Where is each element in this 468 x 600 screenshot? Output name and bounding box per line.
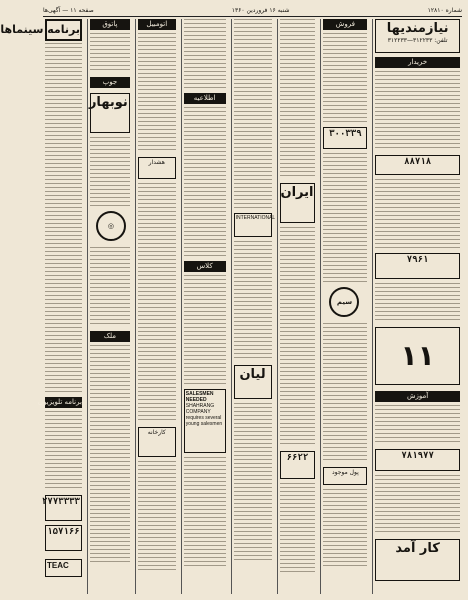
ad-box — [45, 525, 82, 551]
text-block — [234, 241, 272, 361]
ad-phone: ۶۶۲۲ — [286, 453, 309, 463]
ad-big-number: ۱۱ — [400, 339, 435, 372]
ad-box — [375, 155, 460, 175]
masthead — [43, 5, 462, 17]
teac-ad: TEAC — [45, 559, 82, 577]
column-8 — [0, 19, 84, 594]
classified-columns — [0, 19, 462, 594]
column-3 — [277, 19, 318, 594]
section-header-car: اتومبیل — [138, 19, 176, 30]
ad-phone: ۱۵۷۱۶۶ — [47, 527, 80, 537]
text-block — [280, 227, 316, 447]
ad-box-large — [375, 327, 460, 385]
ad-box — [280, 451, 316, 479]
text-block — [184, 275, 226, 385]
text-block — [280, 19, 316, 179]
text-block — [323, 33, 367, 123]
ad-box — [138, 427, 176, 457]
ad-box — [234, 213, 276, 237]
film-reel-logo: ◎ — [96, 211, 126, 241]
text-block — [375, 283, 460, 323]
column-6 — [135, 19, 178, 594]
text-block — [323, 489, 367, 569]
english-ad-body: SHAHRANG COMPANY requires several young salesmen — [185, 403, 223, 427]
text-block — [375, 179, 460, 249]
english-ad — [184, 389, 226, 453]
section-header-class: کلاس — [184, 261, 226, 272]
ad-title: نوبهار — [88, 95, 128, 110]
ad-box — [323, 127, 367, 149]
text-block — [323, 153, 367, 283]
ad-box — [375, 449, 460, 471]
section-header-buyer: خریدار — [375, 57, 460, 68]
ad-phone: ۳۰۰۳۳۹ — [329, 129, 362, 139]
ad-label: کارخانه — [147, 429, 166, 436]
stamp-logo: سیم — [329, 287, 359, 317]
ad-box — [375, 539, 460, 581]
ad-box — [323, 467, 367, 485]
section-header-jup: جوپ — [90, 77, 130, 88]
section-header-patogh: پاتوق — [90, 19, 130, 30]
classifieds-phone: تلفن: ۳۱۲۲۳۳—۳۱۲۲۳۳ — [387, 37, 448, 44]
ad-title: لیان — [239, 367, 266, 382]
text-block — [184, 19, 226, 89]
ad-label: پول موجود — [331, 469, 359, 476]
text-block — [280, 483, 316, 573]
page-label: صفحه ۱۱ — آگهی‌ها — [43, 7, 94, 14]
ad-box — [90, 93, 130, 133]
text-block — [375, 71, 460, 151]
text-block — [184, 107, 226, 257]
section-header-sale: فروش — [323, 19, 367, 30]
ad-title: ایران — [280, 185, 314, 200]
ad-phone: ۸۸۷۱۸ — [404, 157, 432, 167]
text-block — [138, 183, 176, 423]
ad-title: کار آمد — [395, 541, 440, 556]
text-block — [138, 461, 176, 571]
column-7 — [87, 19, 132, 594]
text-block — [234, 403, 272, 563]
text-block — [375, 405, 460, 445]
ad-phone: ۲۷۷۳۳۳۳ — [42, 497, 80, 507]
section-header-education: آموزش — [375, 391, 460, 402]
text-block — [234, 19, 272, 209]
english-ad-title: SALESMEN NEEDED — [185, 391, 214, 403]
ad-english: INTERNATIONAL — [235, 215, 276, 221]
text-block — [375, 475, 460, 535]
text-block — [90, 137, 130, 207]
ad-phone: ۷۸۱۹۷۷ — [401, 451, 434, 461]
ad-box — [138, 157, 176, 179]
issue-date: شنبه ۱۶ فروردین ۱۳۶۰ — [231, 7, 290, 14]
ad-box — [234, 365, 272, 399]
ad-phone: ۷۹۶۱ — [406, 255, 429, 265]
column-2 — [320, 19, 369, 594]
text-block — [90, 33, 130, 73]
column-1 — [372, 19, 462, 594]
column-5 — [181, 19, 228, 594]
tv-program-header: برنامه تلویزیون — [37, 398, 82, 406]
cinema-program-title: برنامه سینماها — [45, 19, 82, 41]
text-block — [138, 33, 176, 153]
text-block — [323, 323, 367, 463]
classifieds-title: نیازمندیها — [386, 21, 449, 36]
issue-number: شماره ۱۲۸۱۰ — [427, 7, 462, 14]
section-header-property: ملک — [90, 331, 130, 342]
ad-warning: هشدار — [148, 159, 165, 166]
cinema-listings — [45, 43, 82, 393]
text-block — [184, 457, 226, 567]
text-block — [90, 247, 130, 327]
classifieds-title-box — [375, 19, 460, 53]
text-block — [90, 345, 130, 565]
ad-box — [280, 183, 316, 223]
column-4 — [231, 19, 274, 594]
section-header-notice: اطلاعیه — [184, 93, 226, 104]
ad-box — [375, 253, 460, 279]
tv-listings — [45, 411, 82, 491]
ad-box — [42, 495, 82, 521]
